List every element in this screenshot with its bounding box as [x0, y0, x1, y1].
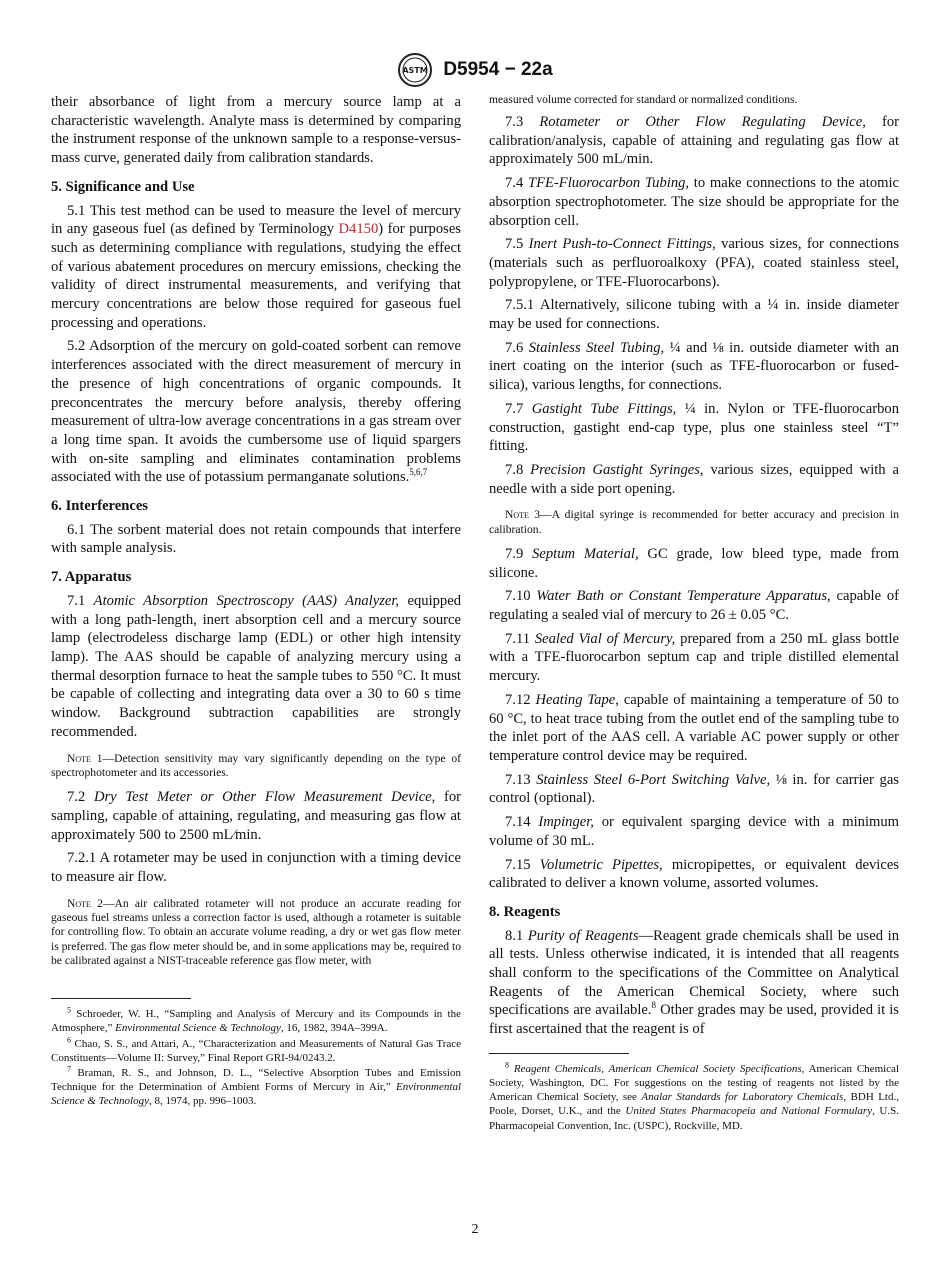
- section-8-title: 8. Reagents: [489, 903, 561, 920]
- para-7-9: 7.9 Septum Material, GC grade, low bleed type, made from silicone.: [489, 545, 899, 581]
- para-7-2: 7.2 Dry Test Meter or Other Flow Measurement Device, for sampling, capable of attaining, regulating, and measuring gas flow at approximately 500 to 2500 mL⁄min.: [51, 789, 462, 843]
- standard-code: D5954 − 22a: [443, 59, 553, 80]
- astm-logo-icon: [397, 52, 433, 88]
- note-1: Note 1—Detection sensitivity may vary significantly depending on the type of spectrophotometer and its accessories.: [51, 751, 461, 779]
- para-7-7: 7.7 Gastight Tube Fittings, ¼ in. Nylon or TFE-fluorocarbon construction, gastight end-cap type, plus one stainless steel “T” fitting.: [489, 400, 899, 455]
- para-7-13: 7.13 Stainless Steel 6-Port Switching Valve, ⅛ in. for carrier gas control (optional).: [489, 771, 899, 807]
- footnote-ref-8[interactable]: 8: [651, 1000, 657, 1011]
- footnote-ref-5-6-7[interactable]: 5,6,7: [409, 467, 428, 478]
- note-2: Note 2—An air calibrated rotameter will not produce an accurate reading for gaseous fuel streams unless a correction factor is used, although a rotameter is suitable for controlling flow. To obtain an accurate volume reading, a dry or wet gas flow meter is preferred. The gas flow meter should be, and in some applications may be, required to be calibrated against a NIST-traceable reference gas flow meter, with: [51, 896, 461, 967]
- note-2-continued: measured volume corrected for standard or normalized conditions.: [489, 93, 798, 106]
- para-7-5-1: 7.5.1 Alternatively, silicone tubing with a ¼ in. inside diameter may be used for connections.: [489, 297, 899, 333]
- para-7-14: 7.14 Impinger, or equivalent sparging device with a minimum volume of 30 mL.: [489, 814, 899, 849]
- para-7-15: 7.15 Volumetric Pipettes, micropipettes, or equivalent devices calibrated to deliver a known volume, assorted volumes.: [489, 856, 899, 892]
- left-column: [51, 93, 461, 1110]
- para-7-1: 7.1 Atomic Absorption Spectroscopy (AAS) Analyzer, equipped with a long path-length, inert absorption cell and a mercury source lamp (electrodeless discharge lamp (EDL) or other high intensity lamp). The AAS should be capable of analyzing mercury using a thermal desorption furnace to heat the sample tubes to 550 °C. It must be capable of collecting and integrating data over a 30 to 60 s time window. Background subtraction capabilities are strongly recommended.: [51, 592, 461, 740]
- footnote-5: $^5$ Schroeder, W. H., “Sampling and Analysis of Mercury and its Compounds in the Atmosphere,” Environmental Science & Technology, 16, 1982, 394A–399A.: [51, 1005, 461, 1035]
- footnote-8: $^8$ Reagent Chemicals, American Chemical Society Specifications, American Chemical Society, Washington, DC. For suggestions on the testing of reagents not listed by the American Chemical Society, see Analar Standards for Laboratory Chemicals, BDH Ltd., Poole, Dorset, U.K., and the United States Pharmacopeia and National Formulary, U.S. Pharmacopeial Convention, Inc. (USPC), Rockville, MD.: [489, 1060, 899, 1132]
- para-5-2: 5.2 Adsorption of the mercury on gold-coated sorbent can remove interferences associated with the direct measurement of mercury in the presence of high concentrations of organic compounds. It preconcentrates the mercury before analysis, thereby offering measurement of ultra-low average concentrations in a gas stream over a long time span. It avoids the cumbersome use of liquid spargers with on-site sampling and eliminates contamination problems associated with the use of potassium permanganate solutions.$^{5,6,7}$: [51, 338, 461, 486]
- footnote-7: $^7$ Braman, R. S., and Johnson, D. L., “Selective Absorption Tubes and Emission Technique for the Determination of Ambient Forms of Mercury in Air,” Environmental Science & Technology, 8, 1974, pp. 996–1003.: [51, 1064, 461, 1108]
- para-7-2-1: 7.2.1 A rotameter may be used in conjunction with a timing device to measure air flow.: [51, 850, 461, 885]
- para-8-1: 8.1 Purity of Reagents—Reagent grade chemicals shall be used in all tests. Unless otherwise indicated, it is intended that all reagents shall conform to the specifications of the Committee on Analytical Reagents of the American Chemical Society, where such specifications are available.$^8$ Other grades may be used, provided it is first ascertained that the reagent is of: [489, 927, 899, 1038]
- para-7-12: 7.12 Heating Tape, capable of maintaining a temperature of 50 to 60 °C, to heat trace tubing from the outlet end of the sampling tube to the inlet port of the AAS cell. A variable AC power supply or other temperature control device may be required.: [489, 691, 899, 764]
- page-number: 2: [471, 1222, 479, 1237]
- para-7-8: 7.8 Precision Gastight Syringes, various sizes, equipped with a needle with a side port opening.: [489, 461, 899, 497]
- para-7-10: 7.10 Water Bath or Constant Temperature Apparatus, capable of regulating a sealed vial of mercury to 26 ± 0.05 °C.: [489, 588, 900, 624]
- para-7-4: 7.4 TFE-Fluorocarbon Tubing, to make connections to the atomic absorption spectrophotometer. The size should be appropriate for the absorption cell.: [489, 175, 900, 229]
- footnote-divider: [489, 1053, 629, 1054]
- para-7-5: 7.5 Inert Push-to-Connect Fittings, various sizes, for connections (materials such as perfluoroalkoxy (PFA), coated stainless steel, polypropylene, or TFE-Fluorocarbons).: [489, 236, 900, 290]
- footnote-6: $^6$ Chao, S. S., and Attari, A., “Characterization and Measurements of Natural Gas Trace Constituents—Volume II: Survey,” Final Report GRI-94/0243.2.: [51, 1034, 461, 1064]
- section-7-title: 7. Apparatus: [51, 569, 132, 586]
- d4150-link[interactable]: D4150: [338, 221, 379, 238]
- para-7-3: 7.3 Rotameter or Other Flow Regulating Device, for calibration/analysis, capable of attaining and regulating gas flow at approximately 500 mL/min.: [489, 114, 900, 168]
- para-7-11: 7.11 Sealed Vial of Mercury, prepared from a 250 mL glass bottle with a TFE-fluorocarbon septum cap and triple distilled elemental mercury.: [489, 630, 899, 685]
- para-5-1: 5.1 This test method can be used to measure the level of mercury in any gaseous fuel (as defined by Terminology D4150) for purposes such as determining compliance with regulations, studying the effect of various abatement procedures on mercury emissions, checking the validity of direct instrumental measurements, and verifying that mercury concentrations are below those required for gaseous fuel processing and operations.: [51, 202, 461, 331]
- right-column: [489, 93, 899, 1134]
- para-7-6: 7.6 Stainless Steel Tubing, ¼ and ⅛ in. outside diameter with an inert coating on the interior (such as TFE-fluorocarbon or fused-silica), various lengths, for connections.: [489, 339, 899, 394]
- page-header: [0, 52, 950, 88]
- para-6-1: 6.1 The sorbent material does not retain compounds that interfere with sample analysis.: [51, 521, 461, 557]
- intro-paragraph: their absorbance of light from a mercury source lamp at a characteristic wavelength. Analyte mass is determined by comparing the instrument response of the unknown sample to a response-versus-mass curve, generated daily from calibration standards.: [51, 94, 461, 167]
- footnote-divider: [51, 998, 191, 999]
- svg-text:ASTM: ASTM: [402, 66, 429, 75]
- note-3: Note 3—A digital syringe is recommended for better accuracy and precision in calibration.: [489, 508, 899, 536]
- section-5-title: 5. Significance and Use: [51, 178, 195, 195]
- section-6-title: 6. Interferences: [51, 498, 148, 515]
